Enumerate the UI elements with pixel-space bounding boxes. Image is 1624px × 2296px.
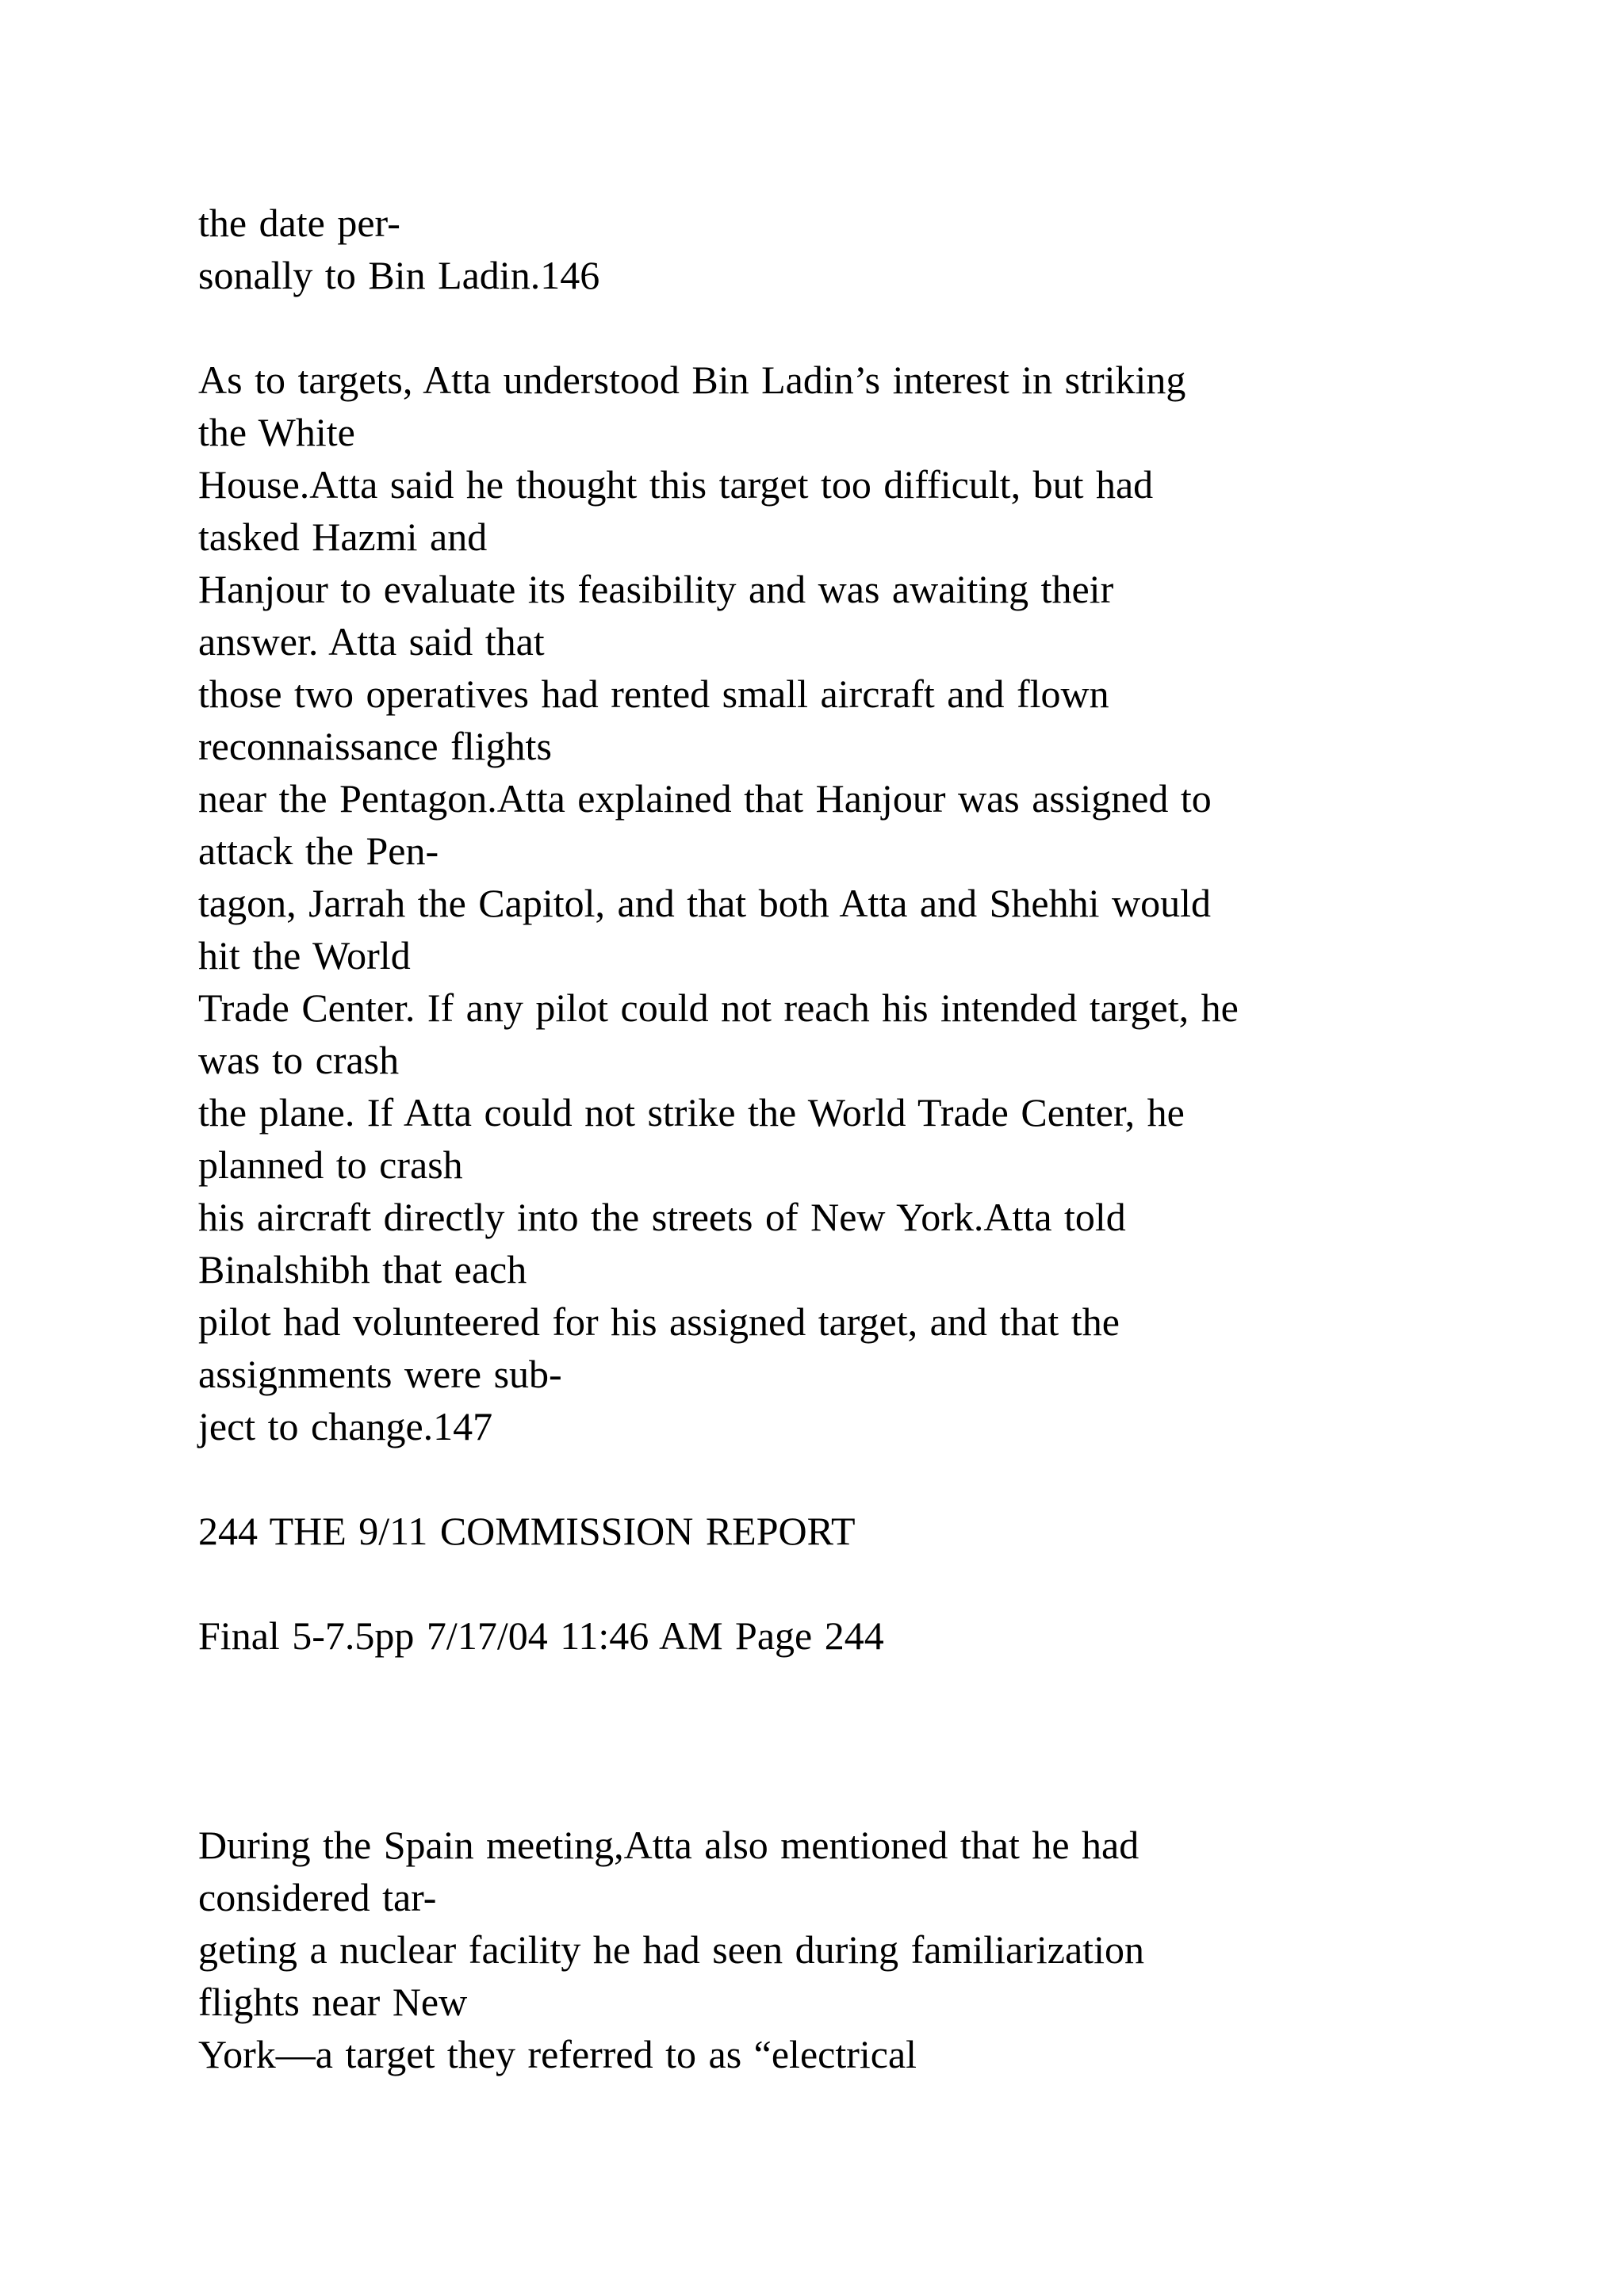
text-line: York—a target they referred to as “electrical bbox=[198, 2032, 917, 2076]
text-line: ject to change.147 bbox=[198, 1404, 493, 1448]
running-footer: 244 THE 9/11 COMMISSION REPORT bbox=[198, 1509, 856, 1553]
spacer bbox=[198, 301, 1546, 354]
text-line: Trade Center. If any pilot could not reach his intended target, he bbox=[198, 985, 1239, 1030]
print-slug: Final 5-7.5pp 7/17/04 11:46 AM Page 244 bbox=[198, 1613, 884, 1658]
text-line: hit the World bbox=[198, 933, 411, 978]
text-line: considered tar- bbox=[198, 1875, 437, 1919]
text-line: the White bbox=[198, 410, 355, 454]
document-text bbox=[198, 197, 1546, 2080]
text-line: reconnaissance flights bbox=[198, 724, 552, 768]
text-line: tagon, Jarrah the Capitol, and that both Atta and Shehhi would bbox=[198, 881, 1211, 925]
text-line: As to targets, Atta understood Bin Ladin’s interest in striking bbox=[198, 358, 1186, 402]
text-line: geting a nuclear facility he had seen during familiarization bbox=[198, 1927, 1144, 1972]
text-line: the date per- bbox=[198, 201, 400, 245]
text-line: answer. Atta said that bbox=[198, 619, 545, 664]
text-line: his aircraft directly into the streets of New York.Atta told bbox=[198, 1195, 1126, 1239]
page-break-spacer bbox=[198, 1662, 1546, 1819]
text-line: sonally to Bin Ladin.146 bbox=[198, 253, 600, 297]
text-line: those two operatives had rented small aircraft and flown bbox=[198, 672, 1109, 716]
text-line: tasked Hazmi and bbox=[198, 515, 488, 559]
text-line: flights near New bbox=[198, 1980, 468, 2024]
text-line: assignments were sub- bbox=[198, 1352, 562, 1396]
text-line: planned to crash bbox=[198, 1142, 463, 1187]
text-line: Binalshibh that each bbox=[198, 1247, 527, 1292]
text-line: attack the Pen- bbox=[198, 828, 439, 873]
text-line: Hanjour to evaluate its feasibility and was awaiting their bbox=[198, 567, 1114, 611]
spacer bbox=[198, 1452, 1546, 1505]
text-line: was to crash bbox=[198, 1038, 400, 1082]
text-line: pilot had volunteered for his assigned target, and that the bbox=[198, 1299, 1120, 1344]
text-line: the plane. If Atta could not strike the World Trade Center, he bbox=[198, 1090, 1185, 1135]
spacer bbox=[198, 1557, 1546, 1609]
text-line: During the Spain meeting,Atta also mentioned that he had bbox=[198, 1823, 1139, 1867]
text-line: House.Atta said he thought this target too difficult, but had bbox=[198, 462, 1154, 507]
text-line: near the Pentagon.Atta explained that Hanjour was assigned to bbox=[198, 776, 1212, 821]
